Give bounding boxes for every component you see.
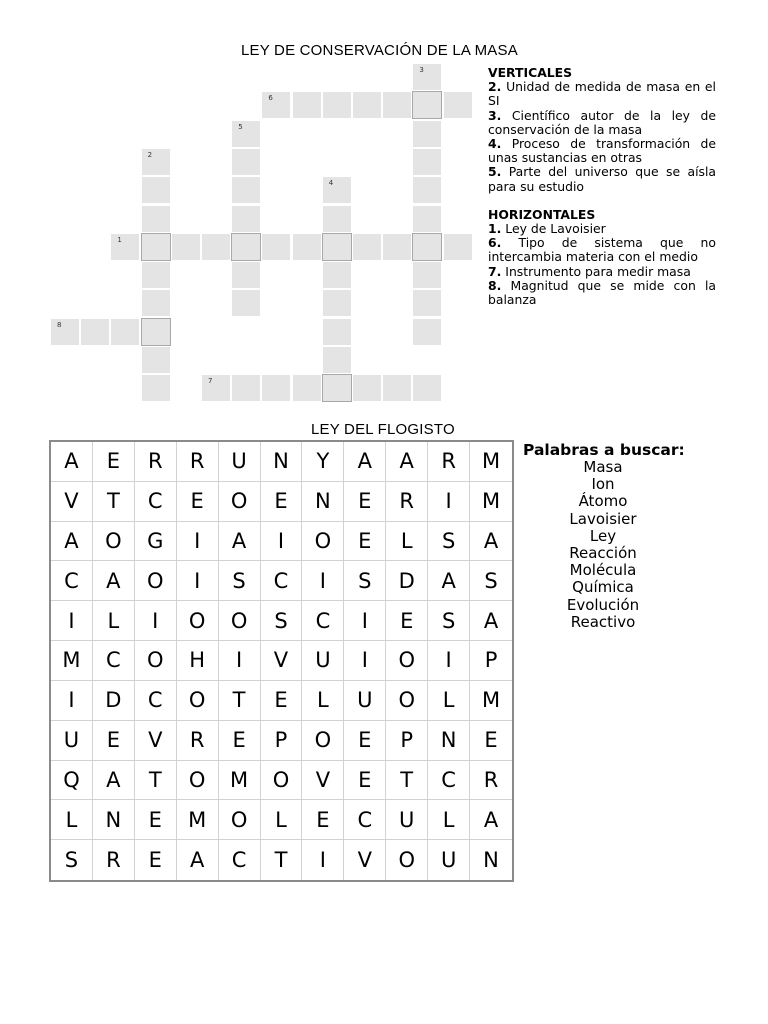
wordsearch-letter[interactable]: L — [302, 681, 344, 721]
crossword-cell[interactable] — [322, 176, 352, 204]
crossword-cell[interactable] — [50, 318, 80, 346]
crossword-cell[interactable] — [141, 374, 171, 402]
word-list-items — [523, 459, 688, 631]
wordsearch-letter[interactable]: I — [219, 641, 261, 681]
crossword-cell[interactable] — [412, 91, 442, 119]
crossword-cell[interactable] — [231, 374, 261, 402]
crossword-cell[interactable] — [141, 176, 171, 204]
crossword-cell[interactable] — [322, 205, 352, 233]
crossword-title: LEY DE CONSERVACIÓN DE LA MASA — [241, 42, 518, 59]
wordsearch-letter[interactable]: P — [261, 721, 303, 761]
wordsearch-letter[interactable]: D — [93, 681, 135, 721]
crossword-cell[interactable] — [141, 205, 171, 233]
wordsearch-letter[interactable]: R — [93, 840, 135, 880]
crossword-cell[interactable] — [412, 318, 442, 346]
clue-text: Tipo de sistema que no intercambia materia con el medio — [488, 235, 716, 265]
crossword-cell[interactable] — [322, 261, 352, 289]
wordsearch-letter[interactable]: O — [93, 522, 135, 562]
wordsearch-letter[interactable]: S — [261, 601, 303, 641]
wordsearch-letter[interactable]: I — [261, 522, 303, 562]
crossword-cell[interactable] — [80, 318, 110, 346]
wordsearch-letter[interactable]: C — [93, 641, 135, 681]
crossword-cell[interactable] — [412, 205, 442, 233]
wordsearch-letter[interactable]: A — [51, 442, 93, 482]
crossword-cell[interactable] — [231, 148, 261, 176]
wordsearch-letter[interactable]: C — [428, 761, 470, 801]
crossword-cell[interactable] — [231, 289, 261, 317]
crossword-cell[interactable] — [443, 91, 473, 119]
wordsearch-letter[interactable]: O — [386, 681, 428, 721]
crossword-cell[interactable] — [322, 346, 352, 374]
crossword-cell[interactable] — [231, 261, 261, 289]
crossword-clues — [488, 66, 716, 307]
wordsearch-title: LEY DEL FLOGISTO — [311, 421, 455, 438]
clue-number: 1. — [488, 221, 502, 237]
wordsearch-letter[interactable]: R — [386, 482, 428, 522]
crossword-cell[interactable] — [231, 176, 261, 204]
wordsearch-letter[interactable]: E — [344, 721, 386, 761]
clue-vertical-3 — [488, 109, 716, 137]
crossword-cell[interactable] — [261, 91, 291, 119]
clue-text: Proceso de transformación de unas sustancias en otras — [488, 136, 716, 166]
crossword-cell[interactable] — [352, 91, 382, 119]
clue-vertical-4 — [488, 137, 716, 165]
wordsearch-cells — [51, 442, 512, 880]
crossword-cell[interactable] — [231, 120, 261, 148]
wordsearch-letter[interactable]: I — [302, 561, 344, 601]
wordsearch-letter[interactable]: C — [135, 482, 177, 522]
crossword-cell[interactable] — [382, 374, 412, 402]
wordsearch-letter[interactable]: L — [428, 800, 470, 840]
crossword-number-8: 8 — [57, 320, 62, 329]
wordsearch-letter[interactable]: C — [302, 601, 344, 641]
wordsearch-letter[interactable]: I — [302, 840, 344, 880]
clue-text: Magnitud que se mide con la balanza — [488, 277, 716, 308]
wordsearch-letter[interactable]: I — [428, 482, 470, 522]
wordsearch-letter[interactable]: R — [135, 442, 177, 482]
crossword-cell[interactable] — [443, 233, 473, 261]
clue-text: Unidad de medida de masa en el SI — [488, 79, 716, 109]
crossword-cell[interactable] — [412, 148, 442, 176]
crossword-cell[interactable] — [231, 205, 261, 233]
clue-number: 3. — [488, 107, 502, 123]
word-list — [523, 441, 688, 631]
word-list-item: Ley — [589, 526, 617, 545]
wordsearch-letter[interactable]: I — [51, 681, 93, 721]
crossword-cell[interactable] — [231, 233, 261, 261]
wordsearch-letter[interactable]: I — [135, 601, 177, 641]
crossword-cell[interactable] — [322, 374, 352, 402]
wordsearch-letter[interactable]: V — [344, 840, 386, 880]
crossword-cell[interactable] — [110, 318, 140, 346]
wordsearch-letter[interactable]: O — [219, 482, 261, 522]
wordsearch-letter[interactable]: A — [428, 561, 470, 601]
crossword-cell[interactable] — [201, 374, 231, 402]
crossword-cell[interactable] — [141, 148, 171, 176]
wordsearch-letter[interactable]: M — [470, 442, 512, 482]
crossword-cell[interactable] — [412, 176, 442, 204]
wordsearch-letter[interactable]: C — [219, 840, 261, 880]
wordsearch-letter[interactable]: I — [428, 641, 470, 681]
wordsearch-letter[interactable]: U — [51, 721, 93, 761]
wordsearch-letter[interactable]: O — [177, 601, 219, 641]
clue-vertical-2 — [488, 80, 716, 108]
wordsearch-letter[interactable]: N — [483, 848, 499, 873]
wordsearch-letter[interactable]: M — [470, 681, 512, 721]
crossword-cell[interactable] — [412, 261, 442, 289]
clue-text: Ley de Lavoisier — [505, 221, 606, 237]
crossword-cell[interactable] — [201, 233, 231, 261]
word-list-item: Reactivo — [570, 612, 636, 631]
wordsearch-letter[interactable]: O — [302, 522, 344, 562]
wordsearch-letter[interactable]: N — [302, 482, 344, 522]
clue-text: Científico autor de la ley de conservación de la masa — [488, 107, 716, 137]
wordsearch-letter[interactable]: V — [261, 641, 303, 681]
wordsearch-letter[interactable]: S — [344, 561, 386, 601]
verticales-heading: VERTICALES — [488, 65, 573, 80]
clue-number: 7. — [488, 263, 502, 279]
wordsearch-letter[interactable]: M — [470, 482, 512, 522]
wordsearch-letter[interactable]: I — [177, 561, 219, 601]
wordsearch-letter[interactable]: E — [135, 800, 177, 840]
wordsearch-letter[interactable]: A — [344, 442, 386, 482]
wordsearch-letter[interactable]: C — [135, 681, 177, 721]
wordsearch-letter[interactable]: C — [344, 800, 386, 840]
crossword-cell[interactable] — [352, 233, 382, 261]
wordsearch-grid — [49, 440, 514, 882]
wordsearch-letter[interactable]: A — [470, 601, 512, 641]
clue-text: Parte del universo que se aísla para su estudio — [488, 164, 716, 194]
wordsearch-letter[interactable]: U — [386, 800, 428, 840]
word-list-item: Química — [572, 578, 634, 597]
clue-horizontal-6 — [488, 236, 716, 264]
horizontales-heading: HORIZONTALES — [488, 206, 596, 222]
wordsearch-letter[interactable]: S — [219, 561, 261, 601]
wordsearch-letter[interactable]: V — [135, 721, 177, 761]
wordsearch-letter[interactable]: T — [386, 761, 428, 801]
clue-horizontal-7 — [488, 265, 716, 279]
crossword-cell[interactable] — [261, 233, 291, 261]
wordsearch-letter[interactable]: E — [344, 522, 386, 562]
crossword-cell[interactable] — [382, 91, 412, 119]
wordsearch-letter[interactable]: O — [386, 641, 428, 681]
wordsearch-letter[interactable]: L — [51, 800, 93, 840]
crossword-cell[interactable] — [412, 120, 442, 148]
wordsearch-letter[interactable]: S — [428, 522, 470, 562]
wordsearch-letter[interactable]: P — [470, 641, 512, 681]
wordsearch-letter[interactable]: R — [470, 761, 512, 801]
wordsearch-letter[interactable]: E — [93, 442, 135, 482]
word-list-item: Átomo — [578, 492, 628, 511]
wordsearch-letter[interactable]: N — [261, 442, 303, 482]
wordsearch-letter[interactable]: L — [428, 681, 470, 721]
clue-number: 8. — [488, 277, 502, 293]
crossword-number-4: 4 — [328, 179, 334, 188]
wordsearch-letter[interactable]: A — [219, 522, 261, 562]
wordsearch-letter[interactable]: M — [219, 761, 261, 801]
clue-text: Instrumento para medir masa — [505, 263, 691, 279]
wordsearch-letter[interactable]: E — [344, 761, 386, 801]
wordsearch-letter[interactable]: L — [261, 800, 303, 840]
wordsearch-letter[interactable]: A — [93, 761, 135, 801]
crossword-cell[interactable] — [412, 289, 442, 317]
wordsearch-letter[interactable]: E — [344, 482, 386, 522]
wordsearch-letter[interactable]: N — [428, 721, 470, 761]
wordsearch-letter[interactable]: L — [93, 601, 135, 641]
word-list-item: Evolución — [566, 595, 640, 614]
clue-number: 5. — [488, 164, 502, 180]
wordsearch-letter[interactable]: A — [51, 522, 93, 562]
wordsearch-letter[interactable]: O — [177, 761, 219, 801]
clue-horizontal-1 — [488, 222, 716, 236]
wordsearch-letter[interactable]: C — [51, 561, 93, 601]
clue-number: 2. — [488, 79, 502, 95]
crossword-cell[interactable] — [292, 91, 322, 119]
wordsearch-letter[interactable]: E — [261, 681, 303, 721]
crossword-cell[interactable] — [171, 233, 201, 261]
wordsearch-letter[interactable]: T — [93, 482, 135, 522]
crossword-cell[interactable] — [322, 318, 352, 346]
word-list-item: Ion — [591, 475, 615, 494]
wordsearch-letter[interactable]: E — [177, 482, 219, 522]
wordsearch-letter[interactable]: E — [219, 721, 261, 761]
wordsearch-letter[interactable]: O — [386, 840, 428, 880]
crossword-cell[interactable] — [412, 63, 442, 91]
clue-number: 4. — [488, 136, 502, 152]
crossword-cell[interactable] — [261, 374, 291, 402]
crossword-number-7: 7 — [208, 377, 213, 386]
wordsearch-letter[interactable]: Y — [302, 442, 344, 482]
wordsearch-letter[interactable]: I — [51, 601, 93, 641]
wordsearch-letter[interactable]: M — [51, 641, 93, 681]
wordsearch-letter[interactable]: E — [261, 482, 303, 522]
crossword-number-6: 6 — [268, 94, 273, 103]
crossword-cell[interactable] — [292, 233, 322, 261]
wordsearch-letter[interactable]: T — [135, 761, 177, 801]
wordsearch-letter[interactable]: O — [261, 761, 303, 801]
wordsearch-letter[interactable]: O — [302, 721, 344, 761]
wordsearch-letter[interactable]: H — [177, 641, 219, 681]
wordsearch-letter[interactable]: E — [135, 840, 177, 880]
crossword-cell[interactable] — [141, 261, 171, 289]
wordsearch-letter[interactable]: R — [177, 721, 219, 761]
wordsearch-letter[interactable]: M — [177, 800, 219, 840]
wordsearch-letter[interactable]: I — [344, 601, 386, 641]
crossword-number-3: 3 — [419, 66, 424, 74]
wordsearch-letter[interactable]: E — [470, 721, 512, 761]
word-list-heading: Palabras a buscar: — [523, 441, 685, 459]
crossword-cell[interactable] — [141, 318, 171, 346]
wordsearch-letter[interactable]: A — [386, 442, 428, 482]
wordsearch-letter[interactable]: O — [135, 641, 177, 681]
wordsearch-letter[interactable]: G — [135, 522, 177, 562]
crossword-number-5: 5 — [238, 122, 243, 131]
crossword-cell[interactable] — [322, 233, 352, 261]
wordsearch-letter[interactable]: U — [344, 681, 386, 721]
wordsearch-letter[interactable]: E — [302, 800, 344, 840]
clue-vertical-5 — [488, 165, 716, 193]
wordsearch-letter[interactable]: V — [51, 482, 93, 522]
wordsearch-letter[interactable]: O — [219, 800, 261, 840]
wordsearch-letter[interactable]: I — [177, 522, 219, 562]
wordsearch-letter[interactable]: U — [219, 442, 261, 482]
wordsearch-letter[interactable]: A — [177, 840, 219, 880]
wordsearch-letter[interactable]: O — [135, 561, 177, 601]
wordsearch-letter[interactable]: A — [470, 800, 512, 840]
word-list-item: Reacción — [569, 544, 637, 563]
wordsearch-letter[interactable]: O — [177, 681, 219, 721]
wordsearch-letter[interactable]: O — [219, 601, 261, 641]
wordsearch-letter[interactable]: V — [302, 761, 344, 801]
wordsearch-letter[interactable]: R — [428, 442, 470, 482]
wordsearch-letter[interactable]: A — [470, 522, 512, 562]
wordsearch-letter[interactable]: S — [428, 601, 470, 641]
wordsearch-letter[interactable]: T — [219, 681, 261, 721]
word-list-item: Masa — [583, 458, 623, 476]
crossword-cell[interactable] — [322, 91, 352, 119]
wordsearch-letter[interactable]: U — [302, 641, 344, 681]
wordsearch-letter[interactable]: N — [93, 800, 135, 840]
crossword-cell[interactable] — [292, 374, 322, 402]
crossword-number-2: 2 — [147, 150, 153, 159]
clue-number: 6. — [488, 235, 502, 251]
wordsearch-letter[interactable]: C — [261, 561, 303, 601]
wordsearch-letter[interactable]: S — [51, 840, 93, 880]
wordsearch-letter[interactable]: I — [344, 641, 386, 681]
wordsearch-letter[interactable]: D — [386, 561, 428, 601]
wordsearch-letter[interactable]: P — [386, 721, 428, 761]
crossword-cell[interactable] — [352, 374, 382, 402]
crossword-cell[interactable] — [141, 346, 171, 374]
wordsearch-letter[interactable]: E — [93, 721, 135, 761]
wordsearch-letter[interactable]: T — [261, 840, 303, 880]
crossword-cell[interactable] — [141, 233, 171, 261]
wordsearch-letter[interactable]: U — [428, 840, 470, 880]
wordsearch-letter[interactable]: Q — [51, 761, 93, 801]
crossword-cell[interactable] — [322, 289, 352, 317]
wordsearch-letter[interactable]: E — [386, 601, 428, 641]
crossword-number-1: 1 — [117, 235, 122, 244]
wordsearch-letter[interactable]: S — [470, 561, 512, 601]
crossword-cell[interactable] — [382, 233, 412, 261]
wordsearch-letter[interactable]: R — [177, 442, 219, 482]
clue-horizontal-8 — [488, 279, 716, 307]
crossword-cell[interactable] — [141, 289, 171, 317]
crossword-cell[interactable] — [412, 233, 442, 261]
crossword-cell[interactable] — [412, 374, 442, 402]
word-list-item: Molécula — [569, 561, 637, 580]
wordsearch-letter[interactable]: A — [93, 561, 135, 601]
wordsearch-letter[interactable]: L — [386, 522, 428, 562]
crossword-cell[interactable] — [110, 233, 140, 261]
word-list-item: Lavoisier — [569, 509, 637, 528]
